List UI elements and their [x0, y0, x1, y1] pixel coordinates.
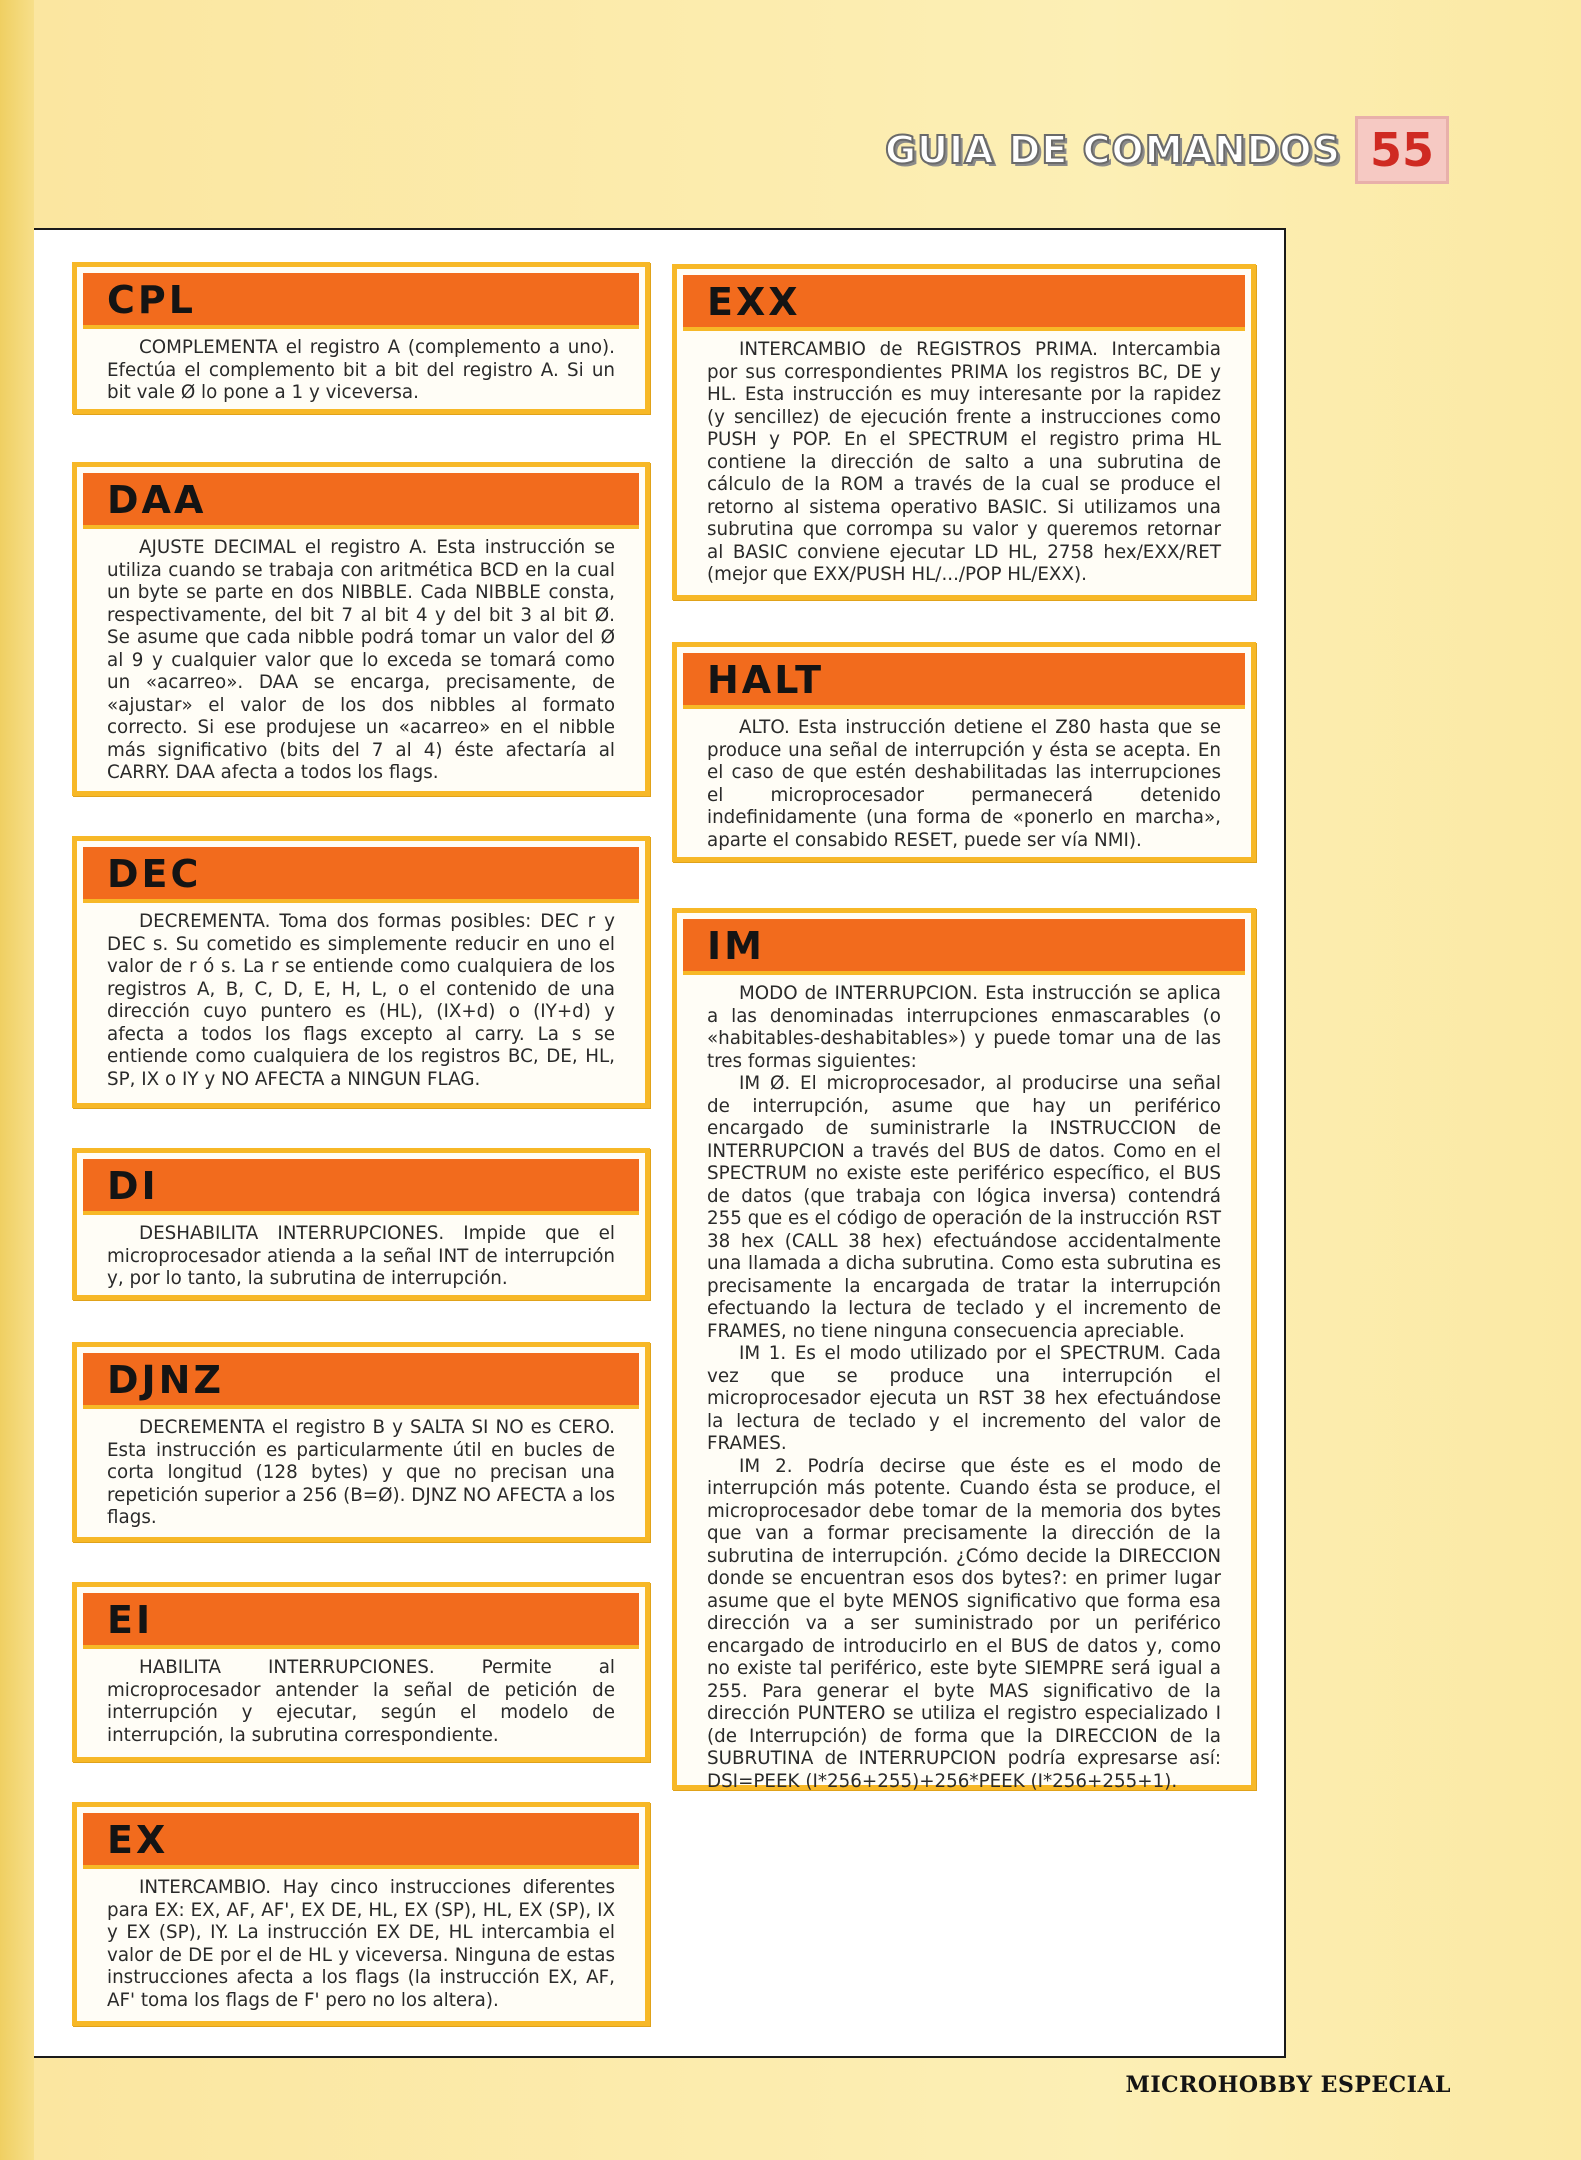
command-title: DI	[83, 1159, 639, 1215]
command-description	[77, 903, 645, 1101]
paragraph: DESHABILITA INTERRUPCIONES. Impide que el microprocesador atienda a la señal INT de interrupción y, por lo tanto, la subrutina de interrupción.	[107, 1223, 615, 1289]
paragraph: IM 1. Es el modo utilizado por el SPECTRUM. Cada vez que se produce una interrupción el microprocesador ejecuta un RST 38 hex efectuándose la lectura de teclado y el incremento del valor de FRAMES.	[707, 1343, 1221, 1454]
command-box-halt	[672, 642, 1256, 862]
section-title: GUIA DE COMANDOS	[884, 128, 1341, 172]
command-box-djnz	[72, 1342, 650, 1542]
paragraph: IM Ø. El microprocesador, al producirse una señal de interrupción, asume que hay un periférico encargado de suministrarle la INSTRUCCION de INTERRUPCION a través del BUS de datos. Como en el SPECTRUM no existe este periférico específico, el BUS de datos (que trabaja con lógica inversa) contendrá 255 que es el código de operación de la instrucción RST 38 hex (CALL 38 hex) efectuándose accidentalmente una llamada a dicha subrutina. Como esta subrutina es precisamente la encargada de tratar la interrupción efectuando la lectura de teclado y el incremento de FRAMES, no tiene ninguna consecuencia apreciable.	[707, 1073, 1221, 1342]
command-box-ex	[72, 1802, 650, 2026]
command-title: DJNZ	[83, 1353, 639, 1409]
command-description	[77, 1869, 645, 2022]
command-description	[77, 1409, 645, 1540]
paragraph: DECREMENTA el registro B y SALTA SI NO es CERO. Esta instrucción es particularmente útil en bucles de corta longitud (128 bytes) y que no precisan una repetición superior a 256 (B=Ø). DJNZ NO AFECTA a los flags.	[107, 1417, 615, 1528]
command-box-cpl	[72, 262, 650, 414]
magazine-spine	[0, 0, 34, 2160]
page-number: 55	[1355, 116, 1449, 184]
command-box-exx	[672, 264, 1256, 600]
command-title: EX	[83, 1813, 639, 1869]
command-description	[77, 329, 645, 415]
command-description	[77, 1649, 645, 1757]
command-description	[677, 709, 1251, 862]
command-title: CPL	[83, 273, 639, 329]
command-box-di	[72, 1148, 650, 1300]
command-title: IM	[683, 919, 1245, 975]
paragraph: INTERCAMBIO de REGISTROS PRIMA. Intercambia por sus correspondientes PRIMA los registros BC, DE y HL. Esta instrucción es muy interesante por la rapidez (y sencillez) de ejecución frente a instrucciones como PUSH y POP. En el SPECTRUM el registro prima HL contiene la dirección de salto a una subrutina de cálculo de la ROM a través de la cual se produce el retorno al sistema operativo BASIC. Si utilizamos una subrutina que corrompa su valor y queremos retornar al BASIC conviene ejecutar LD HL, 2758 hex/EXX/RET (mejor que EXX/PUSH HL/.../POP HL/EXX).	[707, 339, 1221, 585]
command-title: EI	[83, 1593, 639, 1649]
paragraph: ALTO. Esta instrucción detiene el Z80 hasta que se produce una señal de interrupción y ésta se acepta. En el caso de que estén deshabilitadas las interrupciones el microprocesador permanecerá detenido indefinidamente (una forma de «ponerlo en marcha», aparte el consabido RESET, puede ser vía NMI).	[707, 717, 1221, 851]
paragraph: INTERCAMBIO. Hay cinco instrucciones diferentes para EX: EX, AF, AF', EX DE, HL, EX (SP), HL, EX (SP), IX y EX (SP), IY. La instrucción EX DE, HL intercambia el valor de DE por el de HL y viceversa. Ninguna de estas instrucciones afecta a los flags (la instrucción EX, AF, AF' toma los flags de F' pero no los altera).	[107, 1877, 615, 2011]
command-box-dec	[72, 836, 650, 1108]
command-title: DEC	[83, 847, 639, 903]
paragraph: AJUSTE DECIMAL el registro A. Esta instrucción se utiliza cuando se trabaja con aritmética BCD en la cual un byte se parte en dos NIBBLE. Cada NIBBLE consta, respectivamente, del bit 7 al bit 4 y del bit 3 al bit Ø. Se asume que cada nibble podrá tomar un valor del Ø al 9 y cualquier valor que lo exceda se tomará como un «acarreo». DAA se encarga, precisamente, de «ajustar» el valor de los dos nibbles al formato correcto. Si ese produjese un «acarreo» en el nibble más significativo (bits del 7 al 4) éste afectaría al CARRY. DAA afecta a todos los flags.	[107, 537, 615, 783]
command-description	[77, 1215, 645, 1301]
command-title: HALT	[683, 653, 1245, 709]
command-box-daa	[72, 462, 650, 796]
paragraph: IM 2. Podría decirse que éste es el modo de interrupción más potente. Cuando ésta se produce, el microprocesador debe tomar de la memoria dos bytes que van a formar precisamente la dirección de la subrutina de interrupción. ¿Cómo decide la DIRECCION donde se encuentran esos dos bytes?: en primer lugar asume que el byte MENOS significativo que forma esa dirección va a ser suministrado por un periférico encargado de introducirlo en el BUS de datos y, como no existe tal periférico, este byte SIEMPRE será igual a 255. Para generar el byte MAS significativo de la dirección PUNTERO se utiliza el registro especializado I (de Interrupción) de forma que la DIRECCION de la SUBRUTINA de INTERRUPCION podría expresarse así: DSI=PEEK (I*256+255)+256*PEEK (I*256+255+1).	[707, 1455, 1221, 1792]
command-description	[677, 331, 1251, 597]
paragraph: MODO de INTERRUPCION. Esta instrucción se aplica a las denominadas interrupciones enmascarables (o «habitables-deshabitables») y puede tomar una de las tres formas siguientes:	[707, 983, 1221, 1072]
page-header	[885, 118, 1449, 182]
paragraph: DECREMENTA. Toma dos formas posibles: DEC r y DEC s. Su cometido es simplemente reducir en uno el valor de r ó s. La r se entiende como cualquiera de los registros A, B, C, D, E, H, L, o el contenido de una dirección cuyo puntero es (HL), (IX+d) o (IY+d) y afecta a todos los flags excepto al carry. La s se entiende como cualquiera de los registros BC, DE, HL, SP, IX o IY y NO AFECTA a NINGUN FLAG.	[107, 911, 615, 1090]
command-title: DAA	[83, 473, 639, 529]
command-description	[677, 975, 1251, 1803]
command-title: EXX	[683, 275, 1245, 331]
command-box-im	[672, 908, 1256, 1790]
paragraph: HABILITA INTERRUPCIONES. Permite al microprocesador antender la señal de petición de interrupción y ejecutar, según el modelo de interrupción, la subrutina correspondiente.	[107, 1657, 615, 1746]
command-description	[77, 529, 645, 795]
command-box-ei	[72, 1582, 650, 1762]
magazine-footer: MICROHOBBY ESPECIAL	[1125, 2072, 1451, 2098]
paragraph: COMPLEMENTA el registro A (complemento a uno). Efectúa el complemento bit a bit del registro A. Si un bit vale Ø lo pone a 1 y viceversa.	[107, 337, 615, 403]
